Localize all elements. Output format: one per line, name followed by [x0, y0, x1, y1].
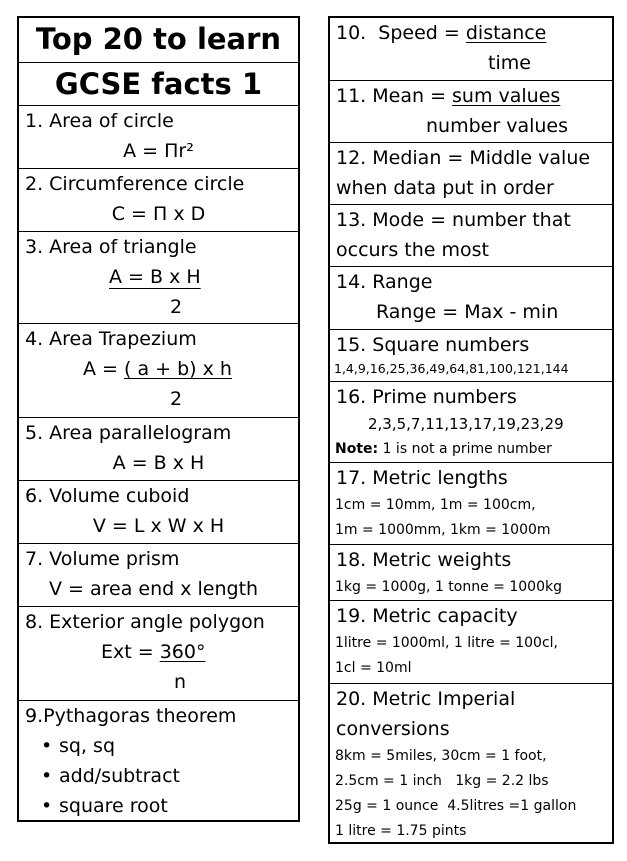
fact-11-numerator — [330, 81, 612, 111]
fact-3 — [19, 232, 298, 324]
fact-19-heading: 19. Metric capacity — [336, 605, 518, 627]
fact-1-formula: A = Πr² — [123, 140, 194, 162]
fact-16-note-label: Note: — [335, 441, 379, 457]
fact-8 — [19, 607, 298, 701]
fact-7-formula: V = area end x length — [49, 578, 259, 600]
fact-14-heading: 14. Range — [336, 271, 433, 293]
fact-6-heading: 6. Volume cuboid — [25, 485, 190, 507]
fact-11-denominator: number values — [426, 115, 568, 137]
fact-17-heading: 17. Metric lengths — [336, 467, 508, 489]
fact-2 — [19, 169, 298, 232]
fact-9-heading: 9.Pythagoras theorem — [25, 705, 237, 727]
fact-18-heading: 18. Metric weights — [336, 549, 512, 571]
fact-10 — [330, 18, 612, 81]
fact-1 — [19, 106, 298, 169]
fact-20-line-3: 25g = 1 ounce 4.5litres =1 gallon — [335, 798, 577, 814]
fact-20 — [330, 684, 612, 844]
fact-15-list: 1,4,9,16,25,36,49,64,81,100,121,144 — [334, 361, 569, 376]
fact-8-numerator — [19, 637, 298, 667]
fact-19-line-2: 1cl = 10ml — [335, 660, 412, 676]
fact-3-heading: 3. Area of triangle — [25, 236, 197, 258]
fact-15 — [330, 330, 612, 382]
fact-8-numerator-text: 360° — [159, 641, 206, 663]
fact-9-bullet: • add/subtract — [59, 761, 298, 791]
fact-2-formula: C = Π x D — [111, 203, 206, 225]
title-cell-1 — [19, 18, 298, 63]
fact-17 — [330, 463, 612, 545]
fact-19-line-1: 1litre = 1000ml, 1 litre = 100cl, — [335, 635, 559, 651]
fact-4-numerator-prefix: A = — [83, 358, 124, 380]
fact-5 — [19, 418, 298, 481]
fact-4-numerator-text: ( a + b) x h — [124, 358, 232, 380]
fact-1-heading: 1. Area of circle — [25, 110, 174, 132]
fact-7 — [19, 544, 298, 607]
fact-20-line-2: 2.5cm = 1 inch 1kg = 2.2 lbs — [335, 773, 549, 789]
fact-9-bullet: • square root — [59, 791, 298, 821]
fact-2-heading: 2. Circumference circle — [25, 173, 245, 195]
page-title-line-2: GCSE facts 1 — [54, 67, 263, 101]
page-title-line-1: Top 20 to learn — [35, 22, 282, 56]
fact-3-denominator: 2 — [170, 296, 183, 318]
fact-5-heading: 5. Area parallelogram — [25, 422, 232, 444]
fact-10-numerator — [330, 18, 612, 48]
fact-8-numerator-prefix: Ext = — [101, 641, 160, 663]
fact-4-numerator — [19, 354, 298, 384]
fact-8-denominator: n — [174, 671, 187, 693]
fact-20-line-1: 8km = 5miles, 30cm = 1 foot, — [335, 748, 547, 764]
fact-5-formula: A = B x H — [112, 452, 205, 474]
fact-13-line-1: 13. Mode = number that — [336, 209, 571, 231]
fact-17-line-1: 1cm = 10mm, 1m = 100cm, — [335, 497, 536, 513]
fact-9 — [19, 701, 298, 821]
fact-18 — [330, 545, 612, 601]
fact-10-heading: 10. Speed = — [336, 22, 466, 44]
fact-9-bullet: • sq, sq — [59, 731, 298, 761]
fact-16-heading: 16. Prime numbers — [336, 386, 517, 408]
fact-4-denominator: 2 — [170, 388, 183, 410]
fact-16-list: 2,3,5,7,11,13,17,19,23,29 — [368, 415, 564, 433]
fact-4-heading: 4. Area Trapezium — [25, 328, 197, 350]
fact-11-numerator-text: sum values — [452, 85, 561, 107]
fact-20-heading-1: 20. Metric Imperial — [336, 688, 516, 710]
fact-18-line-1: 1kg = 1000g, 1 tonne = 1000kg — [335, 579, 562, 595]
fact-12-line-2: when data put in order — [336, 177, 554, 199]
fact-7-heading: 7. Volume prism — [25, 548, 180, 570]
fact-13-line-2: occurs the most — [336, 239, 490, 261]
fact-15-heading: 15. Square numbers — [336, 334, 530, 356]
fact-19 — [330, 601, 612, 684]
fact-11 — [330, 81, 612, 143]
fact-16-note-text: 1 is not a prime number — [378, 441, 552, 457]
fact-4 — [19, 324, 298, 418]
fact-14-formula: Range = Max - min — [376, 301, 559, 323]
fact-3-numerator-text: A = B x H — [109, 266, 201, 288]
title-cell-2 — [19, 63, 298, 106]
fact-11-heading: 11. Mean = — [336, 85, 453, 107]
fact-6 — [19, 481, 298, 544]
fact-20-line-4: 1 litre = 1.75 pints — [335, 823, 467, 839]
fact-16-note — [330, 437, 612, 462]
fact-12-line-1: 12. Median = Middle value — [336, 147, 591, 169]
fact-14 — [330, 267, 612, 330]
fact-17-line-2: 1m = 1000mm, 1km = 1000m — [335, 522, 551, 538]
fact-10-denominator: time — [488, 52, 531, 74]
fact-10-numerator-text: distance — [465, 22, 547, 44]
fact-6-formula: V = L x W x H — [92, 515, 225, 537]
fact-16 — [330, 382, 612, 463]
fact-20-heading-2: conversions — [336, 718, 450, 740]
fact-9-bullet-list — [19, 731, 298, 821]
fact-13 — [330, 205, 612, 267]
right-column — [328, 16, 614, 844]
fact-3-numerator — [19, 262, 298, 292]
left-column — [17, 16, 300, 822]
fact-8-heading: 8. Exterior angle polygon — [25, 611, 265, 633]
fact-12 — [330, 143, 612, 205]
